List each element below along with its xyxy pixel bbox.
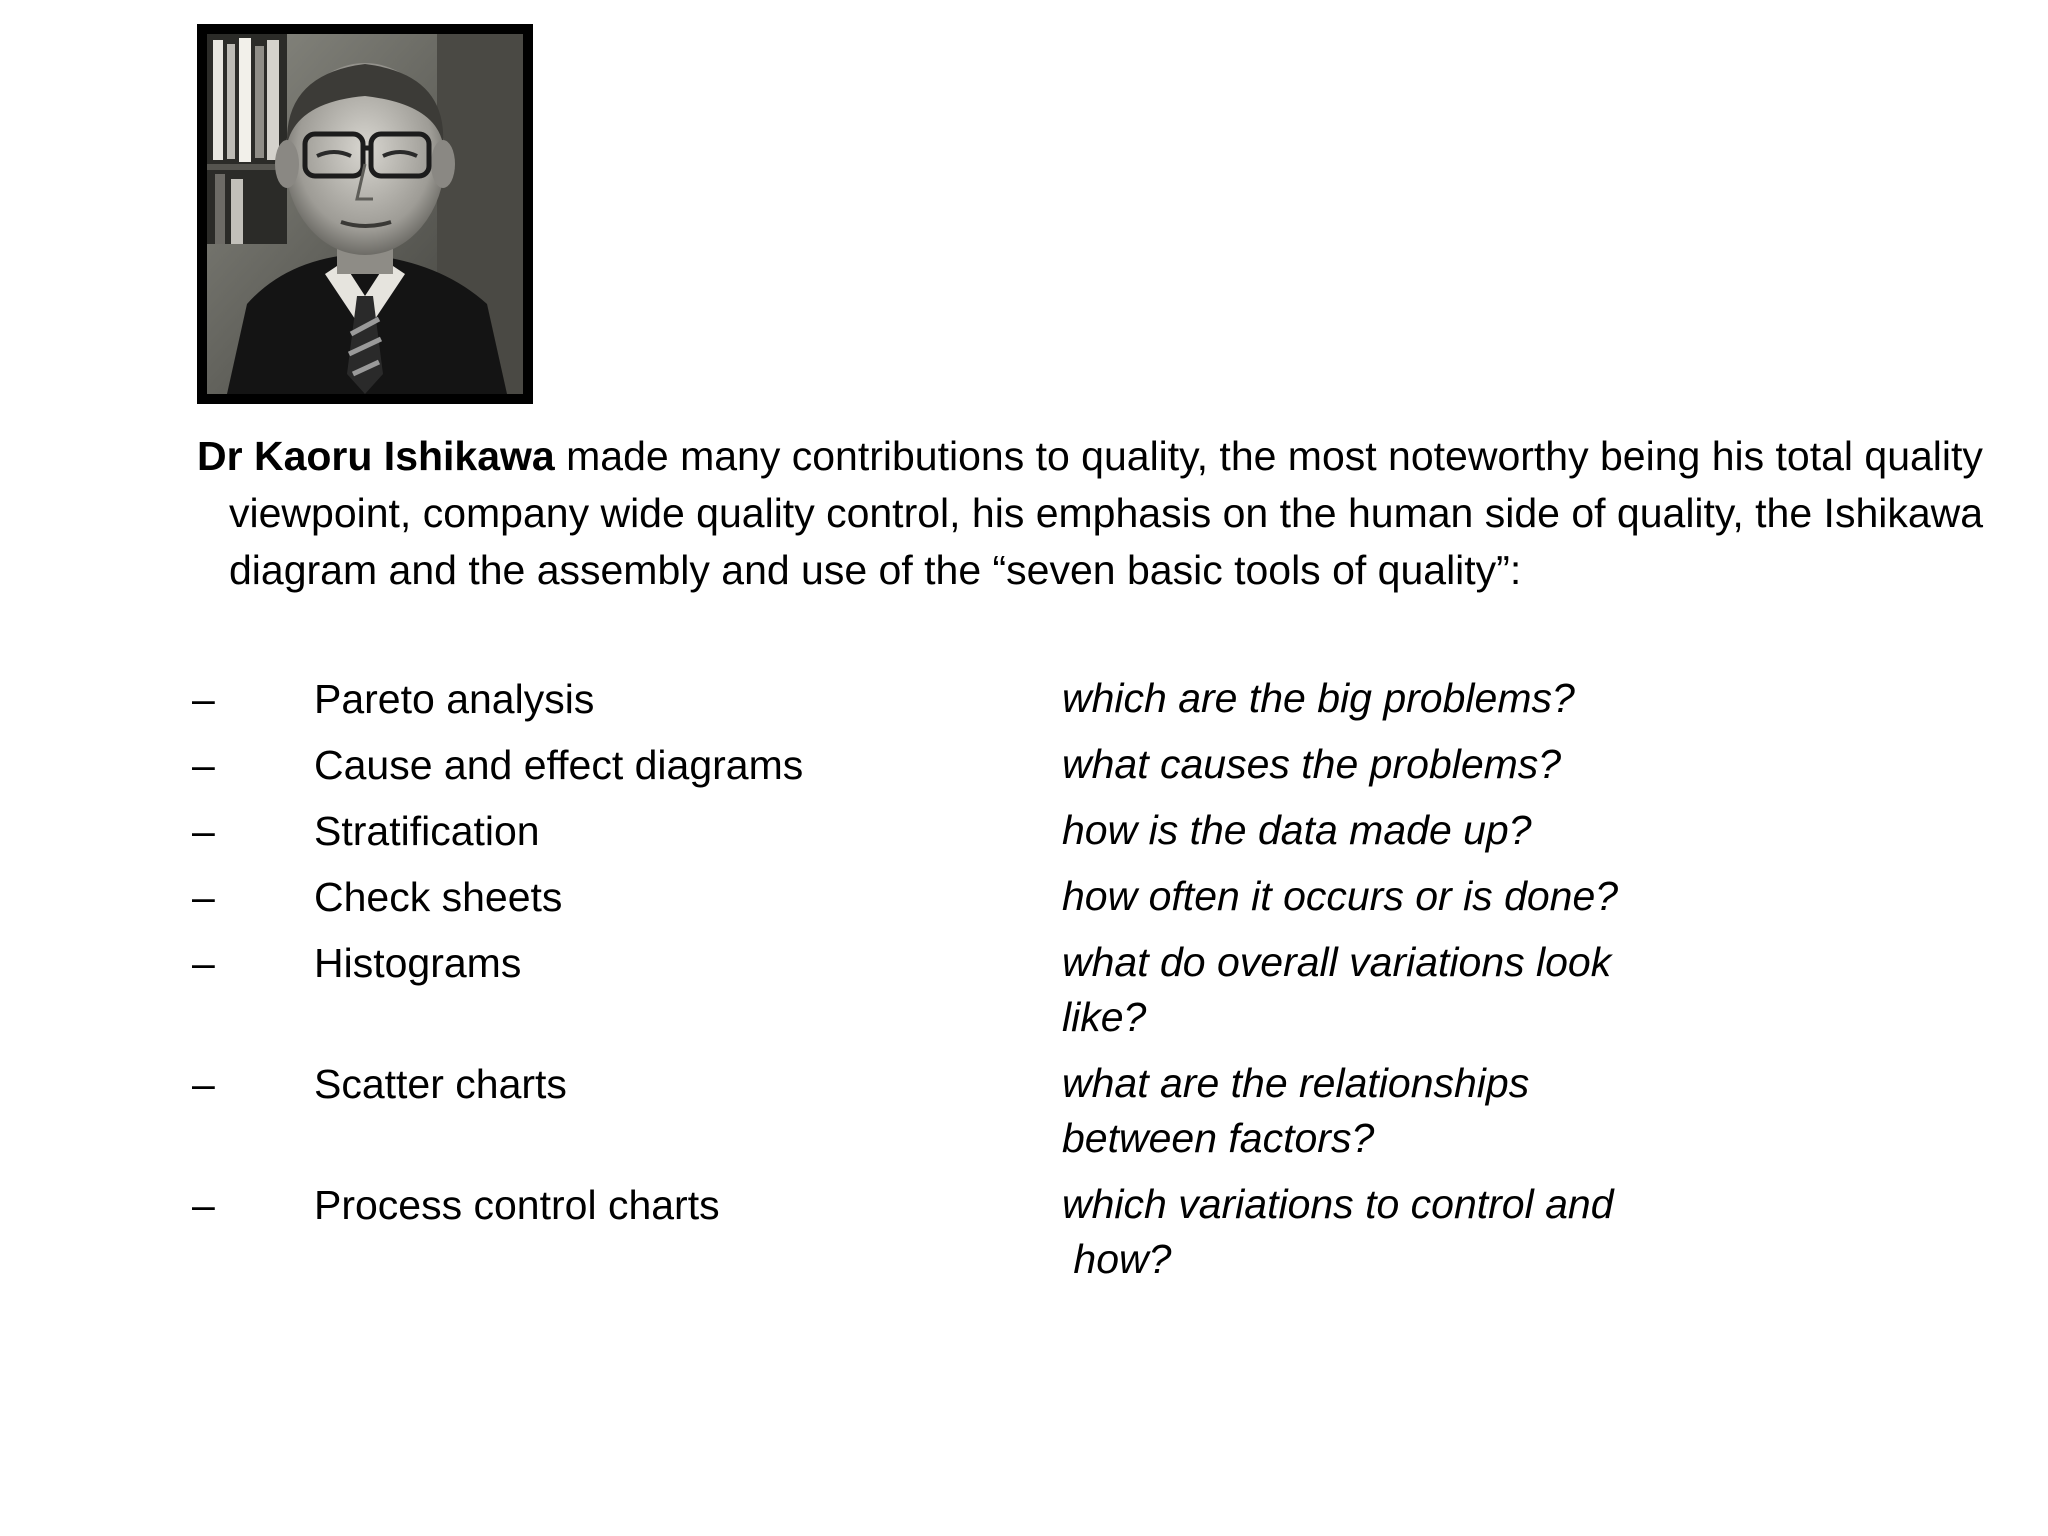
tool-name: Stratification: [314, 808, 540, 854]
intro-text: made many contributions to quality, the most noteworthy being his total quality viewpoint, company wide quality control, his emphasis on the human side of quality, the Ishikawa diagram and the assembly and use of the “seven basic tools of quality”:: [229, 433, 1984, 593]
bullet-dash: –: [192, 808, 215, 854]
tool-name: Check sheets: [314, 874, 563, 920]
intro-paragraph: [197, 428, 2048, 599]
tool-question: what do overall variations look like?: [1062, 939, 1623, 1040]
tool-name: Pareto analysis: [314, 676, 595, 722]
bullet-dash: –: [192, 874, 215, 920]
tool-question: what causes the problems?: [1062, 741, 1562, 787]
bullet-dash: –: [192, 1182, 215, 1228]
tool-question: how is the data made up?: [1062, 807, 1532, 853]
tool-question: which variations to control and how?: [1062, 1181, 1614, 1282]
tool-name: Histograms: [314, 940, 522, 986]
bullet-dash: –: [192, 742, 215, 788]
bullet-dash: –: [192, 676, 215, 722]
tool-name: Cause and effect diagrams: [314, 742, 804, 788]
tool-name: Process control charts: [314, 1182, 720, 1228]
tool-question: how often it occurs or is done?: [1062, 873, 1619, 919]
tool-question: what are the relationships between factors?: [1062, 1060, 1541, 1161]
portrait-image: [207, 34, 523, 394]
bullet-dash: –: [192, 1061, 215, 1107]
person-name: Dr Kaoru Ishikawa: [197, 433, 555, 479]
bullet-dash: –: [192, 940, 215, 986]
tool-question: which are the big problems?: [1062, 675, 1575, 721]
tool-name: Scatter charts: [314, 1061, 567, 1107]
portrait-photo: [197, 24, 533, 404]
